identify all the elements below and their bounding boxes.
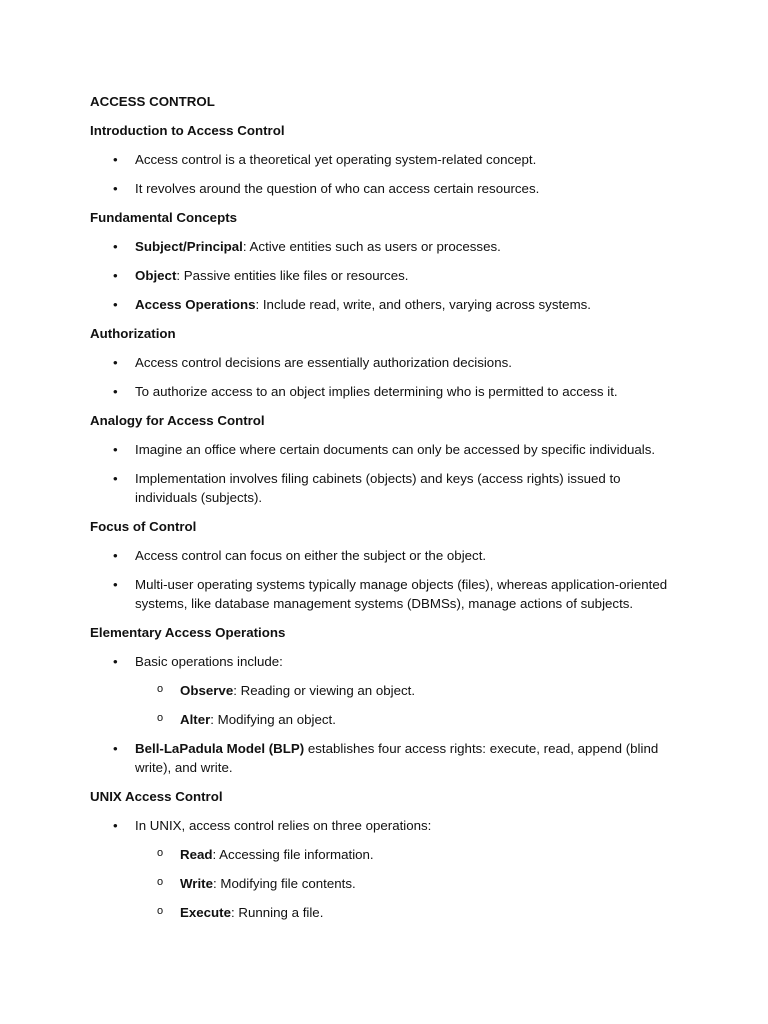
item-text: : Reading or viewing an object. bbox=[233, 683, 416, 698]
item-text: Access control is a theoretical yet operating system-related concept. bbox=[135, 152, 537, 167]
sub-list bbox=[135, 845, 678, 922]
item-bold-term: Execute bbox=[180, 905, 231, 920]
section-heading-fundamental-concepts: Fundamental Concepts bbox=[90, 210, 238, 225]
sub-list-item bbox=[180, 874, 678, 893]
list-item bbox=[135, 739, 678, 777]
list-item bbox=[135, 575, 678, 613]
item-text: Access control can focus on either the subject or the object. bbox=[135, 548, 487, 563]
item-text: : Modifying an object. bbox=[210, 712, 336, 727]
item-text: : Active entities such as users or processes. bbox=[242, 239, 501, 254]
section-heading-elementary-operations: Elementary Access Operations bbox=[90, 625, 286, 640]
document-title: ACCESS CONTROL bbox=[90, 94, 215, 109]
item-text: Multi-user operating systems typically manage objects (files), whereas application-oriented systems, like database management systems (DBMSs), manage actions of subjects. bbox=[135, 577, 668, 611]
item-bold-term: Write bbox=[180, 876, 214, 891]
section-list-analogy bbox=[0, 440, 768, 507]
section-list-unix-access-control bbox=[0, 816, 768, 922]
item-bold-term: Bell-LaPadula Model (BLP) bbox=[135, 741, 305, 756]
item-text: : Accessing file information. bbox=[212, 847, 374, 862]
sub-list-item bbox=[180, 681, 678, 700]
item-bold-term: Subject/Principal bbox=[135, 239, 243, 254]
section-heading-focus-of-control: Focus of Control bbox=[90, 519, 197, 534]
item-bold-term: Alter bbox=[180, 712, 211, 727]
list-item bbox=[135, 179, 678, 198]
sub-list bbox=[135, 681, 678, 729]
section-list-authorization bbox=[0, 353, 768, 401]
item-text: : Modifying file contents. bbox=[213, 876, 356, 891]
list-item bbox=[135, 652, 678, 729]
item-text: To authorize access to an object implies determining who is permitted to access it. bbox=[135, 384, 618, 399]
list-item bbox=[135, 266, 678, 285]
sub-list-item bbox=[180, 903, 678, 922]
sub-list-item bbox=[180, 710, 678, 729]
item-text: Basic operations include: bbox=[135, 654, 283, 669]
list-item bbox=[135, 546, 678, 565]
item-bold-term: Object bbox=[135, 268, 177, 283]
section-heading-analogy: Analogy for Access Control bbox=[90, 413, 265, 428]
list-item bbox=[135, 150, 678, 169]
list-item bbox=[135, 353, 678, 372]
item-text: Implementation involves filing cabinets (objects) and keys (access rights) issued to individuals (subjects). bbox=[135, 471, 621, 505]
section-heading-authorization: Authorization bbox=[90, 326, 176, 341]
item-bold-term: Observe bbox=[180, 683, 234, 698]
section-heading-introduction: Introduction to Access Control bbox=[90, 123, 285, 138]
list-item bbox=[135, 469, 678, 507]
item-text: : Running a file. bbox=[231, 905, 324, 920]
item-text: : Include read, write, and others, varying across systems. bbox=[255, 297, 591, 312]
list-item bbox=[135, 237, 678, 256]
item-text: In UNIX, access control relies on three operations: bbox=[135, 818, 432, 833]
item-bold-term: Access Operations bbox=[135, 297, 256, 312]
section-heading-unix-access-control: UNIX Access Control bbox=[90, 789, 223, 804]
list-item bbox=[135, 440, 678, 459]
item-text: establishes four access rights: execute, read, append (blind write), and write. bbox=[135, 741, 659, 775]
section-list-fundamental-concepts bbox=[0, 237, 768, 314]
list-item bbox=[135, 816, 678, 922]
item-text: Access control decisions are essentially authorization decisions. bbox=[135, 355, 512, 370]
section-list-focus-of-control bbox=[0, 546, 768, 613]
item-text: : Passive entities like files or resources. bbox=[176, 268, 409, 283]
item-text: It revolves around the question of who can access certain resources. bbox=[135, 181, 540, 196]
sub-list-item bbox=[180, 845, 678, 864]
section-list-elementary-operations bbox=[0, 652, 768, 777]
item-bold-term: Read bbox=[180, 847, 213, 862]
list-item bbox=[135, 295, 678, 314]
list-item bbox=[135, 382, 678, 401]
item-text: Imagine an office where certain documents can only be accessed by specific individuals. bbox=[135, 442, 656, 457]
section-list-introduction bbox=[0, 150, 768, 198]
